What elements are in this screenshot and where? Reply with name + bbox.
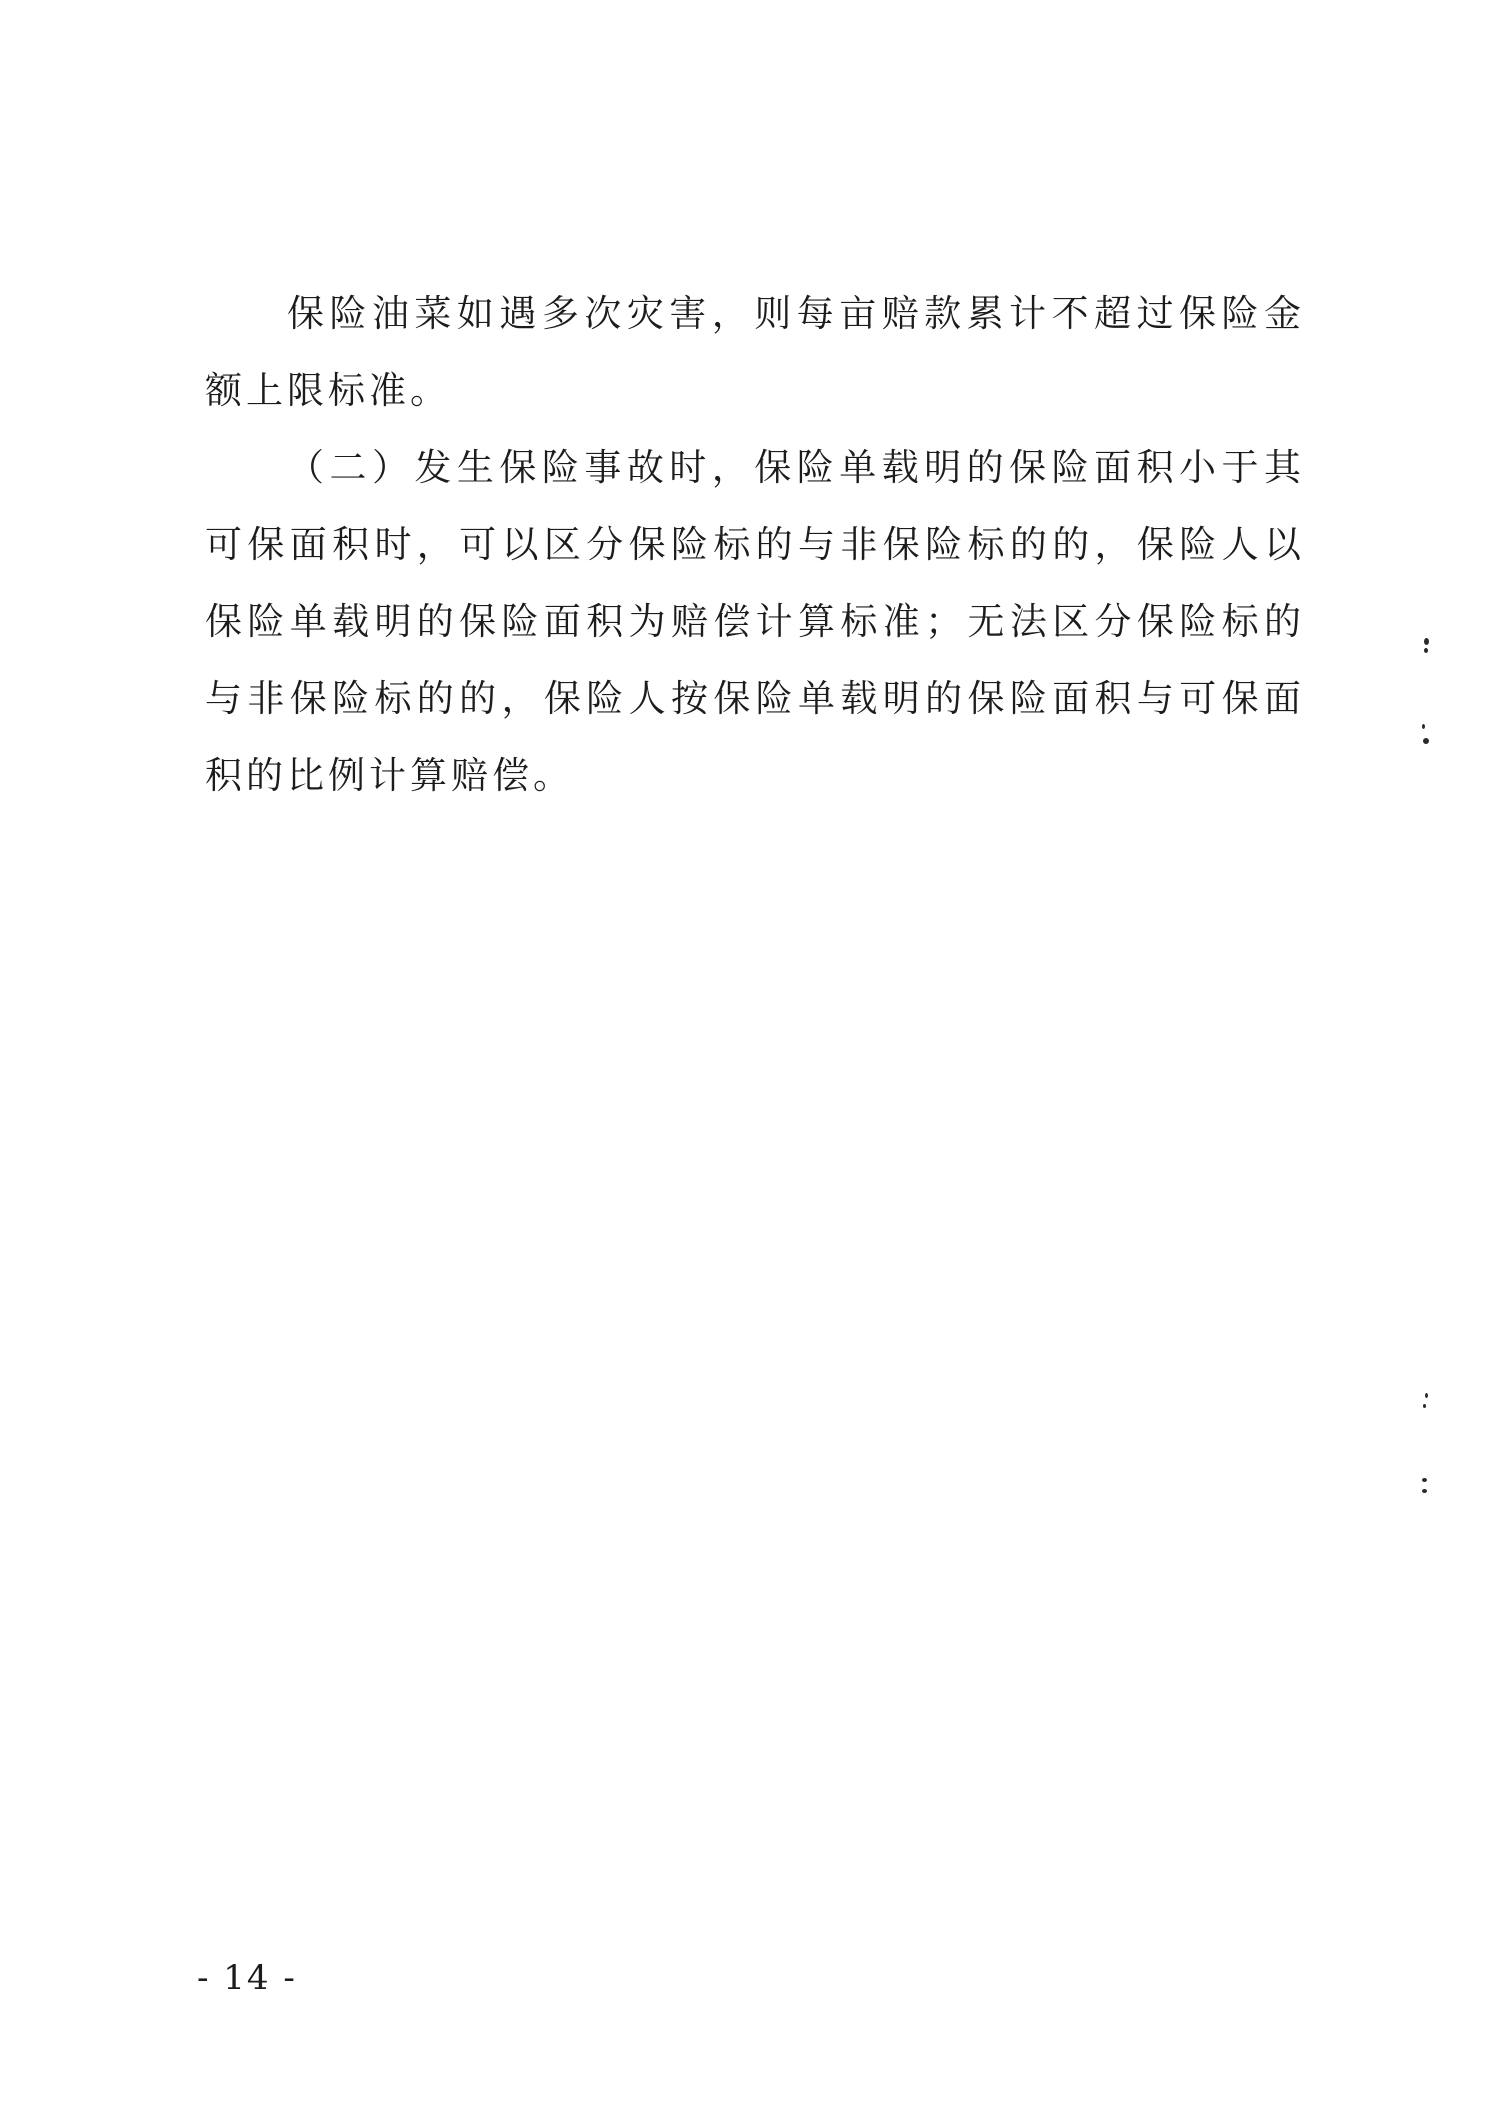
scan-speck xyxy=(1425,1393,1428,1398)
scan-speck xyxy=(1424,638,1429,645)
scan-speck xyxy=(1423,1404,1426,1408)
scan-speck xyxy=(1422,1478,1427,1482)
scan-speck xyxy=(1422,724,1425,729)
page-number: - 14 - xyxy=(197,1958,297,1998)
scan-speck xyxy=(1422,1489,1427,1493)
scan-speck xyxy=(1424,648,1428,653)
paragraph-hail-limit: 保险油菜如遇多次灾害，则每亩赔款累计不超过保险金额上限标准。 xyxy=(205,292,1305,412)
scan-speck xyxy=(1423,738,1429,744)
paragraph-area-compensation: （二）发生保险事故时，保险单载明的保险面积小于其可保面积时，可以区分保险标的与非保险标的的，保险人以保险单载明的保险面积为赔偿计算标准；无法区分保险标的与非保险标的的，保险人按保险单载明的保险面积与可保面积的比例计算赔偿。 xyxy=(205,446,1305,797)
document-body xyxy=(205,275,1305,814)
